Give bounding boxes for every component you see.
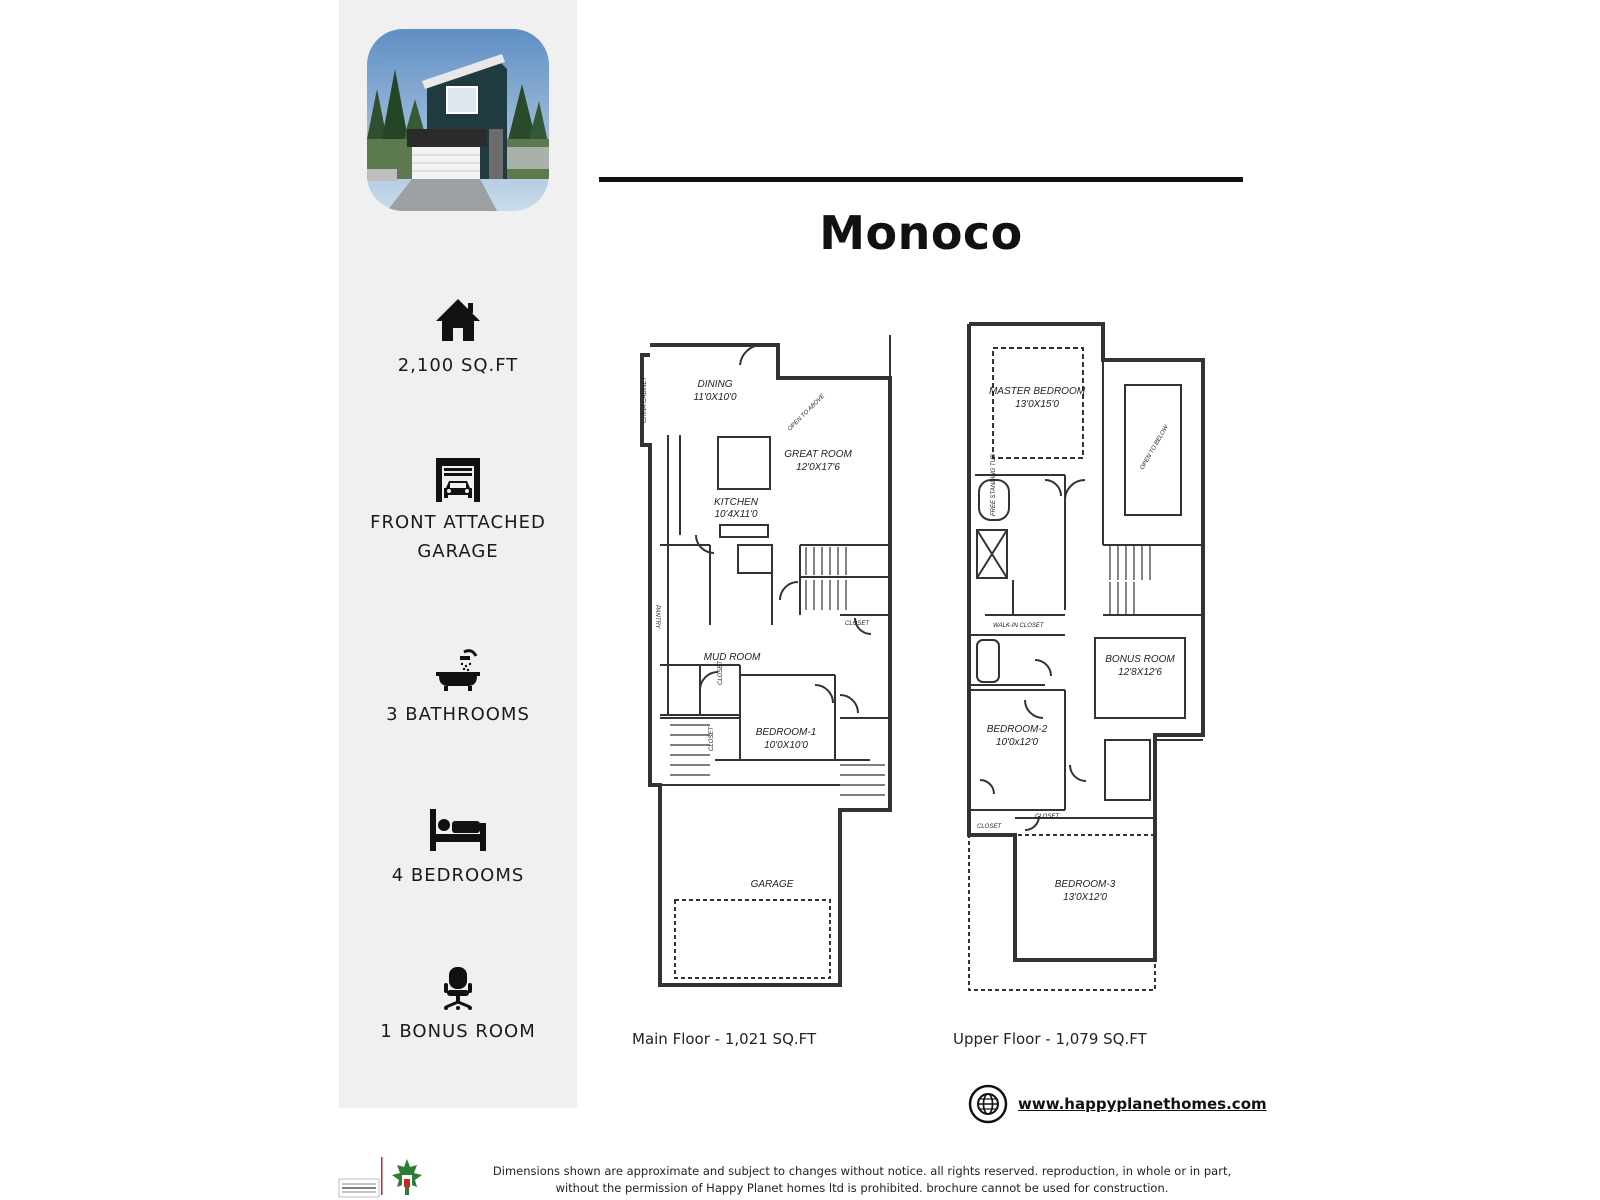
stat-bedrooms <box>339 807 577 890</box>
room-label-garage: GARAGE <box>750 879 794 890</box>
note-pantry: PANTRY <box>654 605 660 629</box>
stat-bathrooms <box>339 648 577 729</box>
main-floor-caption: Main Floor - 1,021 SQ.FT <box>632 1030 817 1048</box>
upper-floor-caption: Upper Floor - 1,079 SQ.FT <box>953 1030 1147 1048</box>
stat-label: 3 BATHROOMS <box>386 704 530 725</box>
room-label-bedroom-1: BEDROOM-1 <box>755 727 817 738</box>
disclaimer-line: without the permission of Happy Planet homes ltd is prohibited. brochure cannot be used for construction. <box>555 1181 1169 1195</box>
stat-garage <box>339 456 577 566</box>
stat-square-footage <box>339 297 577 380</box>
room-size-kitchen: 10'4X11'0 <box>714 509 758 520</box>
office-chair-icon <box>438 965 478 1011</box>
maple-leaf-logo <box>392 1159 422 1195</box>
room-size-bedroom-2: 10'0x12'0 <box>995 737 1039 748</box>
note-closet: CLOSET <box>709 726 715 751</box>
room-size-bedroom-3: 13'0X12'0 <box>1063 892 1107 903</box>
note-closet: CLOSET <box>977 824 1002 830</box>
room-label-master-bedroom: MASTER BEDROOM <box>988 386 1086 397</box>
room-size-master-bedroom: 13'0X15'0 <box>1015 399 1059 410</box>
room-size-dining: 11'0X10'0 <box>693 392 737 403</box>
stat-label: 2,100 SQ.FT <box>397 355 519 376</box>
house-icon <box>434 297 482 343</box>
note-free-standing-tub: FREE STANDING TUB <box>991 454 997 516</box>
main-floor-plan <box>640 335 902 990</box>
note-closet: CLOSET <box>718 660 724 685</box>
room-label-mud-room: MUD ROOM <box>703 652 761 663</box>
page-title: Monoco <box>819 206 1023 260</box>
room-label-bonus-room: BONUS ROOM <box>1105 654 1175 665</box>
globe-icon <box>968 1084 1008 1124</box>
garage-icon <box>434 456 482 502</box>
room-size-great-room: 12'0X17'6 <box>796 462 840 473</box>
stat-bonus-room <box>339 965 577 1046</box>
stat-label: 1 BONUS ROOM <box>380 1021 536 1042</box>
bathtub-icon <box>434 648 482 692</box>
sidebar <box>339 0 577 1108</box>
website-link[interactable]: www.happyplanethomes.com <box>1018 1095 1267 1113</box>
house-exterior-image <box>367 29 549 211</box>
association-logos <box>337 1155 432 1200</box>
room-label-dining: DINING <box>697 379 733 390</box>
note-walk-in-closet: WALK-IN CLOSET <box>993 623 1044 629</box>
note-open-to-above: OPEN TO ABOVE <box>787 393 827 433</box>
builders-association-logo <box>339 1179 379 1197</box>
room-size-bonus-room: 12'8X12'6 <box>1118 667 1162 678</box>
room-label-bedroom-2: BEDROOM-2 <box>986 724 1048 735</box>
room-label-great-room: GREAT ROOM <box>784 449 852 460</box>
room-label-kitchen: KITCHEN <box>714 497 758 508</box>
upper-floor-plan <box>965 320 1215 995</box>
room-label-bedroom-3: BEDROOM-3 <box>1054 879 1116 890</box>
note-closet: CLOSET <box>845 621 870 627</box>
stat-label: FRONT ATTACHED GARAGE <box>370 512 546 562</box>
title-rule <box>599 177 1243 182</box>
bed-icon <box>428 807 488 853</box>
stat-label: 4 BEDROOMS <box>391 865 525 886</box>
note-china-cabinet: CHINA CABINET <box>642 376 648 423</box>
website-link-row <box>968 1082 1267 1126</box>
disclaimer-line: Dimensions shown are approximate and subject to changes without notice. all rights reserved. reproduction, in whole or in part, <box>492 1164 1232 1178</box>
disclaimer <box>462 1163 1262 1197</box>
room-size-bedroom-1: 10'0X10'0 <box>764 740 808 751</box>
note-open-to-below: OPEN TO BELOW <box>1139 424 1170 471</box>
note-closet: CLOSET <box>1035 814 1060 820</box>
